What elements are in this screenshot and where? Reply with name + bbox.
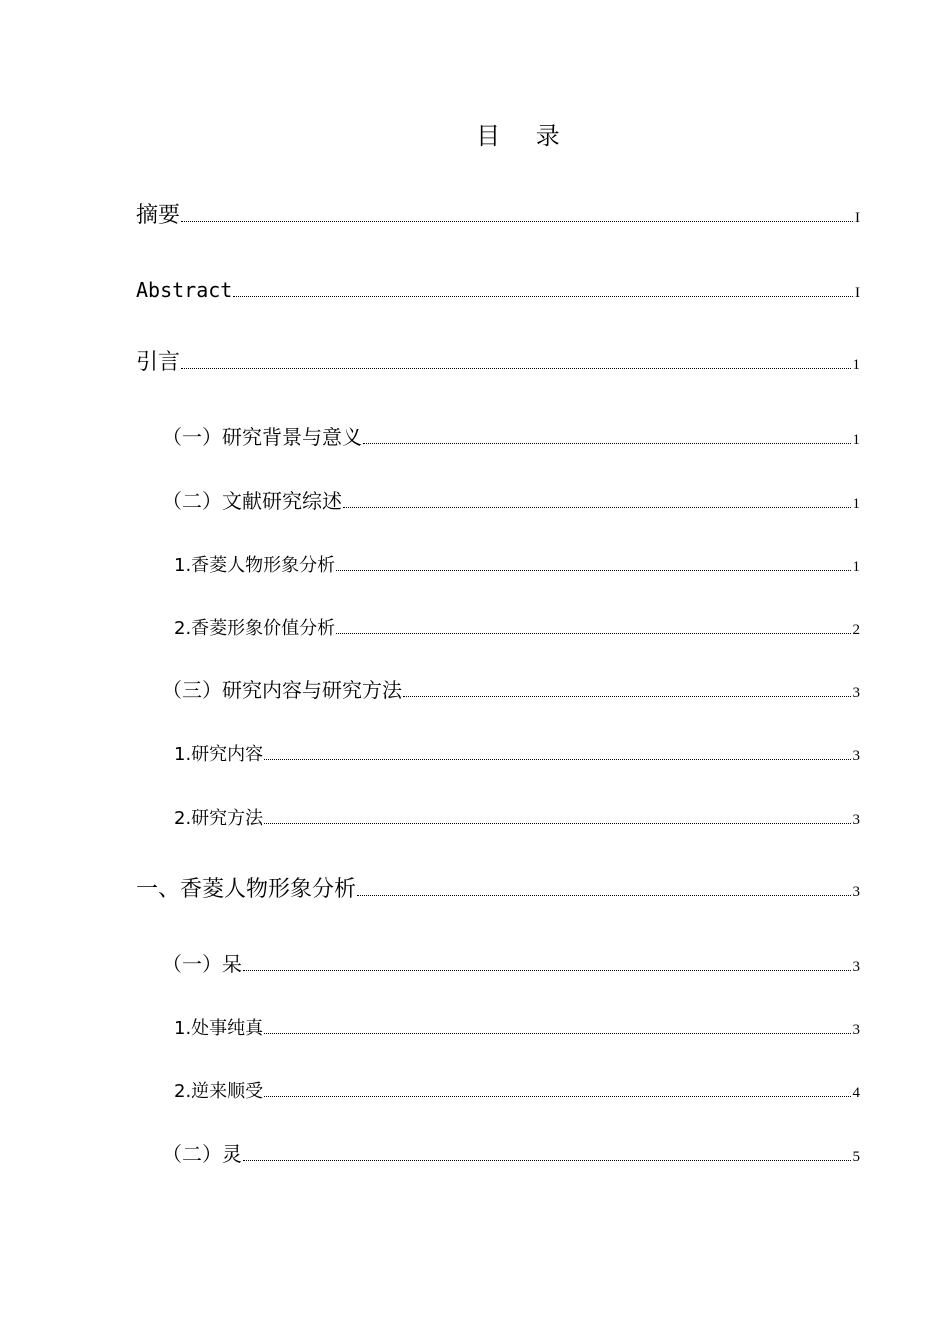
dot-leader bbox=[233, 295, 853, 297]
toc-entry-label: 1.处事纯真 bbox=[174, 1018, 264, 1039]
dot-leader bbox=[264, 822, 850, 824]
dot-leader bbox=[343, 506, 851, 508]
toc-entry-page: 3 bbox=[852, 1022, 860, 1038]
toc-entry-page: 5 bbox=[852, 1149, 860, 1165]
toc-entry-value-analysis[interactable] bbox=[0, 606, 950, 640]
dot-leader bbox=[336, 632, 850, 634]
toc-entry-chapter-one[interactable] bbox=[0, 869, 950, 903]
dot-leader bbox=[336, 569, 850, 571]
toc-entry-label: 2.逆来顺受 bbox=[174, 1081, 264, 1102]
toc-entry-label: 引言 bbox=[136, 350, 181, 375]
toc-entry-character-analysis[interactable] bbox=[0, 543, 950, 577]
toc-entry-innocence[interactable] bbox=[0, 1006, 950, 1040]
toc-entry-page: 3 bbox=[852, 685, 860, 701]
toc-entry-page: I bbox=[855, 210, 860, 226]
toc-entry-submission[interactable] bbox=[0, 1069, 950, 1103]
toc-entry-ling[interactable] bbox=[0, 1133, 950, 1167]
toc-entry-page: I bbox=[855, 285, 860, 301]
toc-entry-page: 3 bbox=[852, 812, 860, 828]
toc-entry-page: 3 bbox=[852, 884, 860, 900]
toc-entry-page: 1 bbox=[852, 357, 860, 373]
toc-entry-page: 2 bbox=[852, 622, 860, 638]
dot-leader bbox=[264, 758, 850, 760]
toc-entry-abstract-en[interactable] bbox=[0, 268, 950, 302]
toc-entry-page: 3 bbox=[852, 959, 860, 975]
toc-entry-label: 2.研究方法 bbox=[174, 808, 264, 829]
toc-entry-content-methods[interactable] bbox=[0, 669, 950, 703]
toc-entry-label: （二）灵 bbox=[162, 1142, 242, 1166]
toc-entry-background[interactable] bbox=[0, 416, 950, 450]
toc-entry-research-methods[interactable] bbox=[0, 796, 950, 830]
toc-entry-label: 2.香菱形象价值分析 bbox=[174, 618, 336, 639]
toc-entry-label: Abstract bbox=[136, 278, 233, 302]
toc-entry-label: 摘要 bbox=[136, 203, 181, 228]
toc-entry-label: 1.香菱人物形象分析 bbox=[174, 555, 336, 576]
toc-entry-introduction[interactable] bbox=[0, 342, 950, 376]
toc-entry-page: 1 bbox=[852, 432, 860, 448]
dot-leader bbox=[243, 969, 851, 971]
dot-leader bbox=[363, 442, 851, 444]
dot-leader bbox=[264, 1032, 850, 1034]
dot-leader bbox=[243, 1159, 851, 1161]
toc-entry-label: （二）文献研究综述 bbox=[162, 489, 342, 513]
toc-entry-page: 4 bbox=[852, 1085, 860, 1101]
toc-entry-page: 1 bbox=[852, 496, 860, 512]
toc-entry-label: 一、香菱人物形象分析 bbox=[136, 877, 357, 902]
toc-entry-label: （一）研究背景与意义 bbox=[162, 425, 362, 449]
dot-leader bbox=[181, 220, 853, 222]
dot-leader bbox=[357, 894, 850, 896]
toc-entry-dai[interactable] bbox=[0, 943, 950, 977]
toc-entry-page: 3 bbox=[852, 748, 860, 764]
toc-title: 目 录 bbox=[476, 122, 574, 150]
toc-entry-label: （三）研究内容与研究方法 bbox=[162, 678, 402, 702]
toc-entry-label: （一）呆 bbox=[162, 952, 242, 976]
toc-entry-literature-review[interactable] bbox=[0, 480, 950, 514]
dot-leader bbox=[264, 1095, 850, 1097]
toc-entry-research-content[interactable] bbox=[0, 732, 950, 766]
dot-leader bbox=[403, 695, 851, 697]
toc-entry-abstract-cn[interactable] bbox=[0, 195, 950, 229]
dot-leader bbox=[181, 367, 850, 369]
toc-entry-page: 1 bbox=[852, 559, 860, 575]
toc-entry-label: 1.研究内容 bbox=[174, 744, 264, 765]
